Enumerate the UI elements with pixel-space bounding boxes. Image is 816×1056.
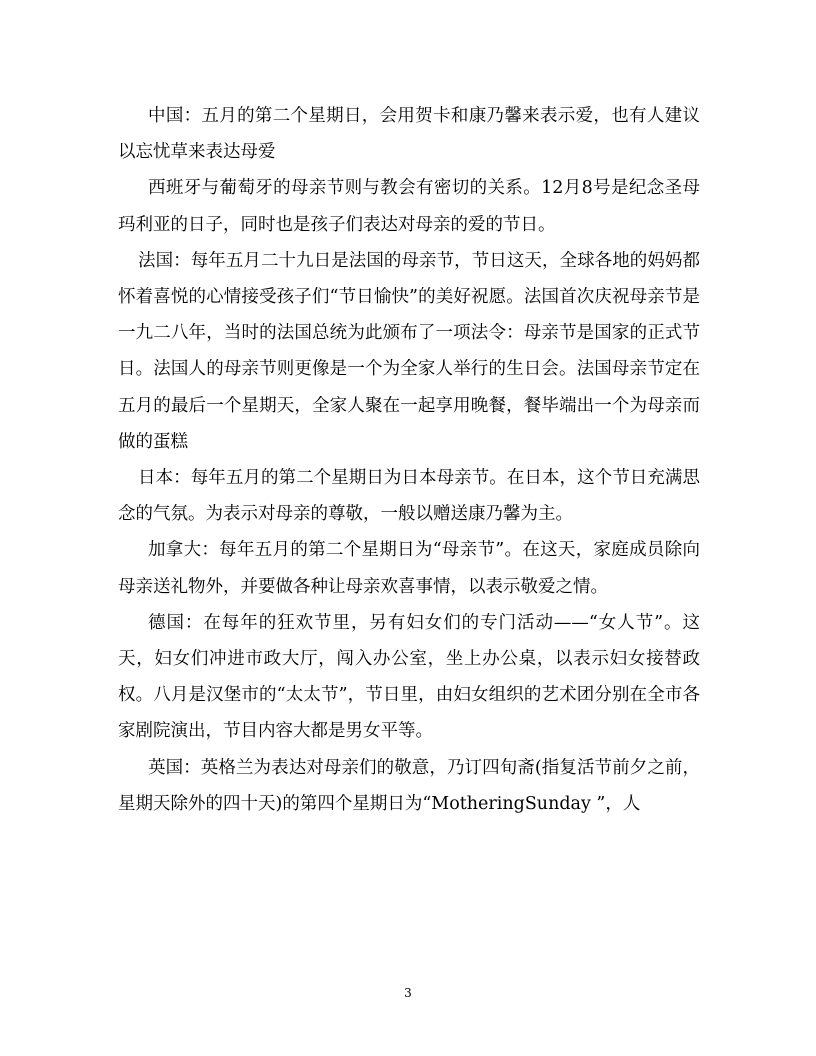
document-body	[118, 98, 700, 822]
paragraph-germany: 德国：在每年的狂欢节里，另有妇女们的专门活动——“女人节”。这天，妇女们冲进市政大厅，闯入办公室，坐上办公桌，以表示妇女接替政权。八月是汉堡市的“太太节”，节日里，由妇女组织的艺术团分别在全市各家剧院演出，节目内容大都是男女平等。	[118, 612, 700, 742]
page-number: 3	[404, 986, 412, 1000]
paragraph-france: 法国：每年五月二十九日是法国的母亲节，节日这天，全球各地的妈妈都怀着喜悦的心情接受孩子们“节日愉快”的美好祝愿。法国首次庆祝母亲节是一九二八年，当时的法国总统为此颁布了一项法令：母亲节是国家的正式节日。法国人的母亲节则更像是一个为全家人举行的生日会。法国母亲节定在五月的最后一个星期天，全家人聚在一起享用晚餐，餐毕端出一个为母亲而做的蛋糕	[118, 250, 700, 452]
paragraph-japan: 日本：每年五月的第二个星期日为日本母亲节。在日本，这个节日充满思念的气氛。为表示对母亲的尊敬，一般以赠送康乃馨为主。	[118, 468, 700, 525]
paragraph-spain-portugal: 西班牙与葡萄牙的母亲节则与教会有密切的关系。12月8号是纪念圣母玛利亚的日子，同时也是孩子们表达对母亲的爱的节日。	[118, 178, 700, 235]
paragraph-china: 中国：五月的第二个星期日，会用贺卡和康乃馨来表示爱，也有人建议以忘忧草来表达母爱	[118, 106, 700, 163]
paragraph-england: 英国：英格兰为表达对母亲们的敬意，乃订四旬斋(指复活节前夕之前，星期天除外的四十天)的第四个星期日为“MotheringSunday ”，人	[118, 757, 700, 814]
paragraph-canada: 加拿大：每年五月的第二个星期日为“母亲节”。在这天，家庭成员除向母亲送礼物外，并要做各种让母亲欢喜事情，以表示敬爱之情。	[118, 540, 700, 597]
